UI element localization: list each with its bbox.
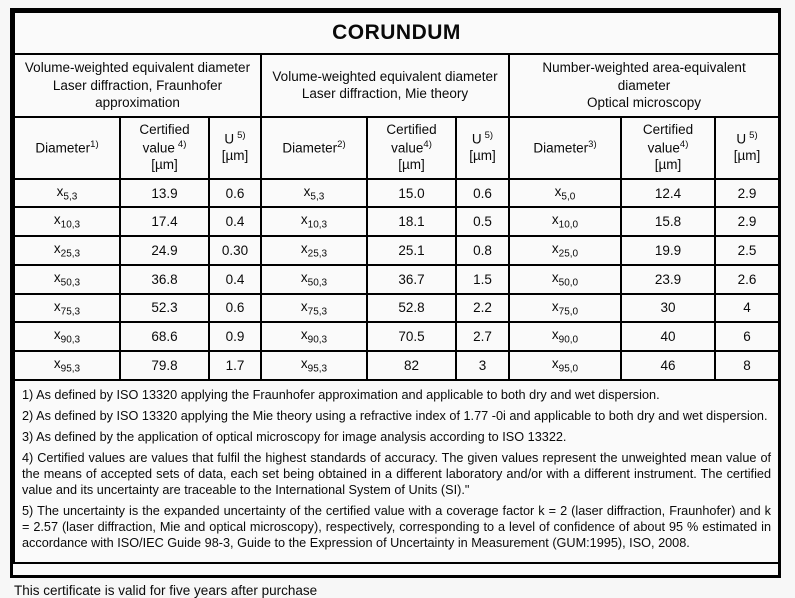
- col-header-uncertainty-1: U $^{5)}$ [µm]: [209, 117, 261, 179]
- unit-label: [µm]: [221, 148, 249, 164]
- footnote-marker: 3): [588, 138, 597, 150]
- footnotes-row: [14, 380, 779, 563]
- certified-value-cell: 25.1: [367, 236, 456, 265]
- certified-value-cell: 52.8: [367, 294, 456, 323]
- page-title: CORUNDUM: [14, 12, 779, 54]
- footnote-5: 5) The uncertainty is the expanded uncertainty of the certified value with a coverage factor k = 2 (laser diffraction, Fraunhofer) and k = 2.57 (laser diffraction, Mie and optical microscopy), respectively, corresponding to a level of confidence of about 95 % estimated in accordance with ISO/IEC Guide 98-3, Guide to the Expression of Uncertainty in Measurement (GUM:1995), ISO, 2008.: [22, 503, 772, 550]
- col-header-certified-value-1: Certified value $^{4)}$ [µm]: [120, 117, 209, 179]
- diameter-cell: $x_{50,3}$: [261, 265, 367, 294]
- uncertainty-cell: 0.8: [456, 236, 509, 265]
- uncertainty-cell: 2.7: [456, 322, 509, 351]
- certified-value-cell: 46: [621, 351, 715, 380]
- footnote-marker: 4): [177, 138, 187, 150]
- table-row: [14, 207, 779, 236]
- uncertainty-cell: 2.9: [715, 179, 779, 208]
- diameter-cell: $x_{75,3}$: [14, 294, 120, 323]
- unit-label: [µm]: [398, 156, 425, 172]
- certificate-table: [13, 11, 780, 564]
- section-header-fraunhofer: [14, 54, 261, 117]
- diameter-cell: $x_{90,3}$: [14, 322, 120, 351]
- uncertainty-cell: 0.4: [209, 265, 261, 294]
- footnote-2: 2) As defined by ISO 13320 applying the Mie theory using a refractive index of 1.77 -0i and applicable to both dry and wet dispersion.: [22, 408, 768, 423]
- table-row: [14, 322, 779, 351]
- column-header-row: [14, 117, 779, 179]
- footnote-marker: 4): [423, 138, 432, 150]
- certified-value-cell: 12.4: [621, 179, 715, 208]
- diameter-cell: $x_{10,0}$: [509, 207, 621, 236]
- diameter-cell: $x_{10,3}$: [261, 207, 367, 236]
- uncertainty-cell: 8: [715, 351, 779, 380]
- uncertainty-cell: 0.6: [209, 294, 261, 323]
- title-row: [14, 12, 779, 54]
- table-row: [14, 236, 779, 265]
- col-header-diameter-1: Diameter$^{1)}$: [14, 117, 120, 179]
- diameter-cell: $x_{90,3}$: [261, 322, 367, 351]
- diameter-cell: $x_{5,3}$: [14, 179, 120, 208]
- diameter-cell: $x_{50,0}$: [509, 265, 621, 294]
- certified-value-cell: 40: [621, 322, 715, 351]
- uncertainty-cell: 0.6: [209, 179, 261, 208]
- footnote-marker: 2): [337, 138, 346, 150]
- diameter-cell: $x_{75,3}$: [261, 294, 367, 323]
- section-method: Laser diffraction, Fraunhofer approximation: [52, 77, 223, 111]
- section-name: Volume-weighted equivalent diameter: [24, 60, 251, 75]
- certified-value-cell: 13.9: [120, 179, 209, 208]
- table-body: [14, 179, 779, 380]
- section-method: Optical microscopy: [586, 95, 702, 111]
- table-row: [14, 351, 779, 380]
- certified-value-cell: 70.5: [367, 322, 456, 351]
- uncertainty-cell: 0.9: [209, 322, 261, 351]
- section-name: Volume-weighted equivalent diameter: [272, 68, 498, 84]
- diameter-cell: $x_{5,3}$: [261, 179, 367, 208]
- uncertainty-cell: 2.5: [715, 236, 779, 265]
- certified-value-cell: 68.6: [120, 322, 209, 351]
- diameter-cell: $x_{90,0}$: [509, 322, 621, 351]
- certified-value-cell: 52.3: [120, 294, 209, 323]
- section-name: Number-weighted area-equivalent diameter: [542, 60, 746, 93]
- uncertainty-cell: 2.6: [715, 265, 779, 294]
- certified-value-cell: 23.9: [621, 265, 715, 294]
- unit-label: [µm]: [654, 156, 682, 172]
- footnote-4: 4) Certified values are values that fulfil the highest standards of accuracy. The given values represent the unweighted mean value of the means of accepted sets of data, each set being obtained in a different laboratory and/or with a different instrument. The certified value and its uncertainty are traceable to the International System of Units (SI).": [22, 450, 772, 497]
- certified-value-cell: 30: [621, 294, 715, 323]
- col-header-uncertainty-2: U $^{5)}$ [µm]: [456, 117, 509, 179]
- footnote-3: 3) As defined by the application of optical microscopy for image analysis according to ISO 13322.: [22, 429, 567, 444]
- diameter-cell: $x_{25,3}$: [261, 236, 367, 265]
- certified-value-cell: 17.4: [120, 207, 209, 236]
- footnote-marker: 4): [679, 138, 689, 150]
- uncertainty-cell: 2.9: [715, 207, 779, 236]
- certificate-panel: [10, 8, 781, 578]
- diameter-cell: $x_{95,3}$: [14, 351, 120, 380]
- footnotes-block: [14, 380, 779, 563]
- certified-value-cell: 36.7: [367, 265, 456, 294]
- col-header-diameter-2: Diameter$^{2)}$: [261, 117, 367, 179]
- diameter-cell: $x_{25,0}$: [509, 236, 621, 265]
- uncertainty-cell: 0.4: [209, 207, 261, 236]
- col-header-certified-value-2: Certified value$^{4)}$ [µm]: [367, 117, 456, 179]
- unit-label: [µm]: [733, 148, 761, 164]
- diameter-cell: $x_{10,3}$: [14, 207, 120, 236]
- table-row: [14, 294, 779, 323]
- unit-label: [µm]: [151, 156, 178, 172]
- certified-value-cell: 15.8: [621, 207, 715, 236]
- footnote-marker: 5): [484, 130, 494, 142]
- diameter-cell: $x_{50,3}$: [14, 265, 120, 294]
- clipped-footer-text: This certificate is valid for five years after purchase: [14, 583, 318, 598]
- section-header-optical-microscopy: [509, 54, 779, 117]
- col-header-certified-value-3: Certified value$^{4)}$ [µm]: [621, 117, 715, 179]
- section-header-row: [14, 54, 779, 117]
- footnote-marker: 5): [237, 130, 246, 142]
- certified-value-cell: 36.8: [120, 265, 209, 294]
- certified-value-cell: 82: [367, 351, 456, 380]
- uncertainty-cell: 6: [715, 322, 779, 351]
- footnote-marker: 5): [749, 130, 758, 142]
- certified-value-cell: 79.8: [120, 351, 209, 380]
- uncertainty-cell: 3: [456, 351, 509, 380]
- uncertainty-cell: 0.6: [456, 179, 509, 208]
- col-header-diameter-3: Diameter$^{3)}$: [509, 117, 621, 179]
- table-row: [14, 265, 779, 294]
- col-header-uncertainty-3: U $^{5)}$ [µm]: [715, 117, 779, 179]
- section-method: Laser diffraction, Mie theory: [301, 86, 469, 102]
- uncertainty-cell: 2.2: [456, 294, 509, 323]
- diameter-cell: $x_{5,0}$: [509, 179, 621, 208]
- uncertainty-cell: 1.5: [456, 265, 509, 294]
- uncertainty-cell: 4: [715, 294, 779, 323]
- certified-value-cell: 18.1: [367, 207, 456, 236]
- certified-value-cell: 19.9: [621, 236, 715, 265]
- diameter-cell: $x_{95,0}$: [509, 351, 621, 380]
- unit-label: [µm]: [469, 148, 496, 164]
- section-header-mie: [261, 54, 509, 117]
- certified-value-cell: 15.0: [367, 179, 456, 208]
- footnote-1: 1) As defined by ISO 13320 applying the Fraunhofer approximation and applicable to both dry and wet dispersion.: [22, 387, 660, 402]
- uncertainty-cell: 0.5: [456, 207, 509, 236]
- uncertainty-cell: 1.7: [209, 351, 261, 380]
- diameter-cell: $x_{95,3}$: [261, 351, 367, 380]
- table-row: [14, 179, 779, 208]
- diameter-cell: $x_{25,3}$: [14, 236, 120, 265]
- footnote-marker: 1): [90, 138, 99, 150]
- uncertainty-cell: 0.30: [209, 236, 261, 265]
- diameter-cell: $x_{75,0}$: [509, 294, 621, 323]
- certified-value-cell: 24.9: [120, 236, 209, 265]
